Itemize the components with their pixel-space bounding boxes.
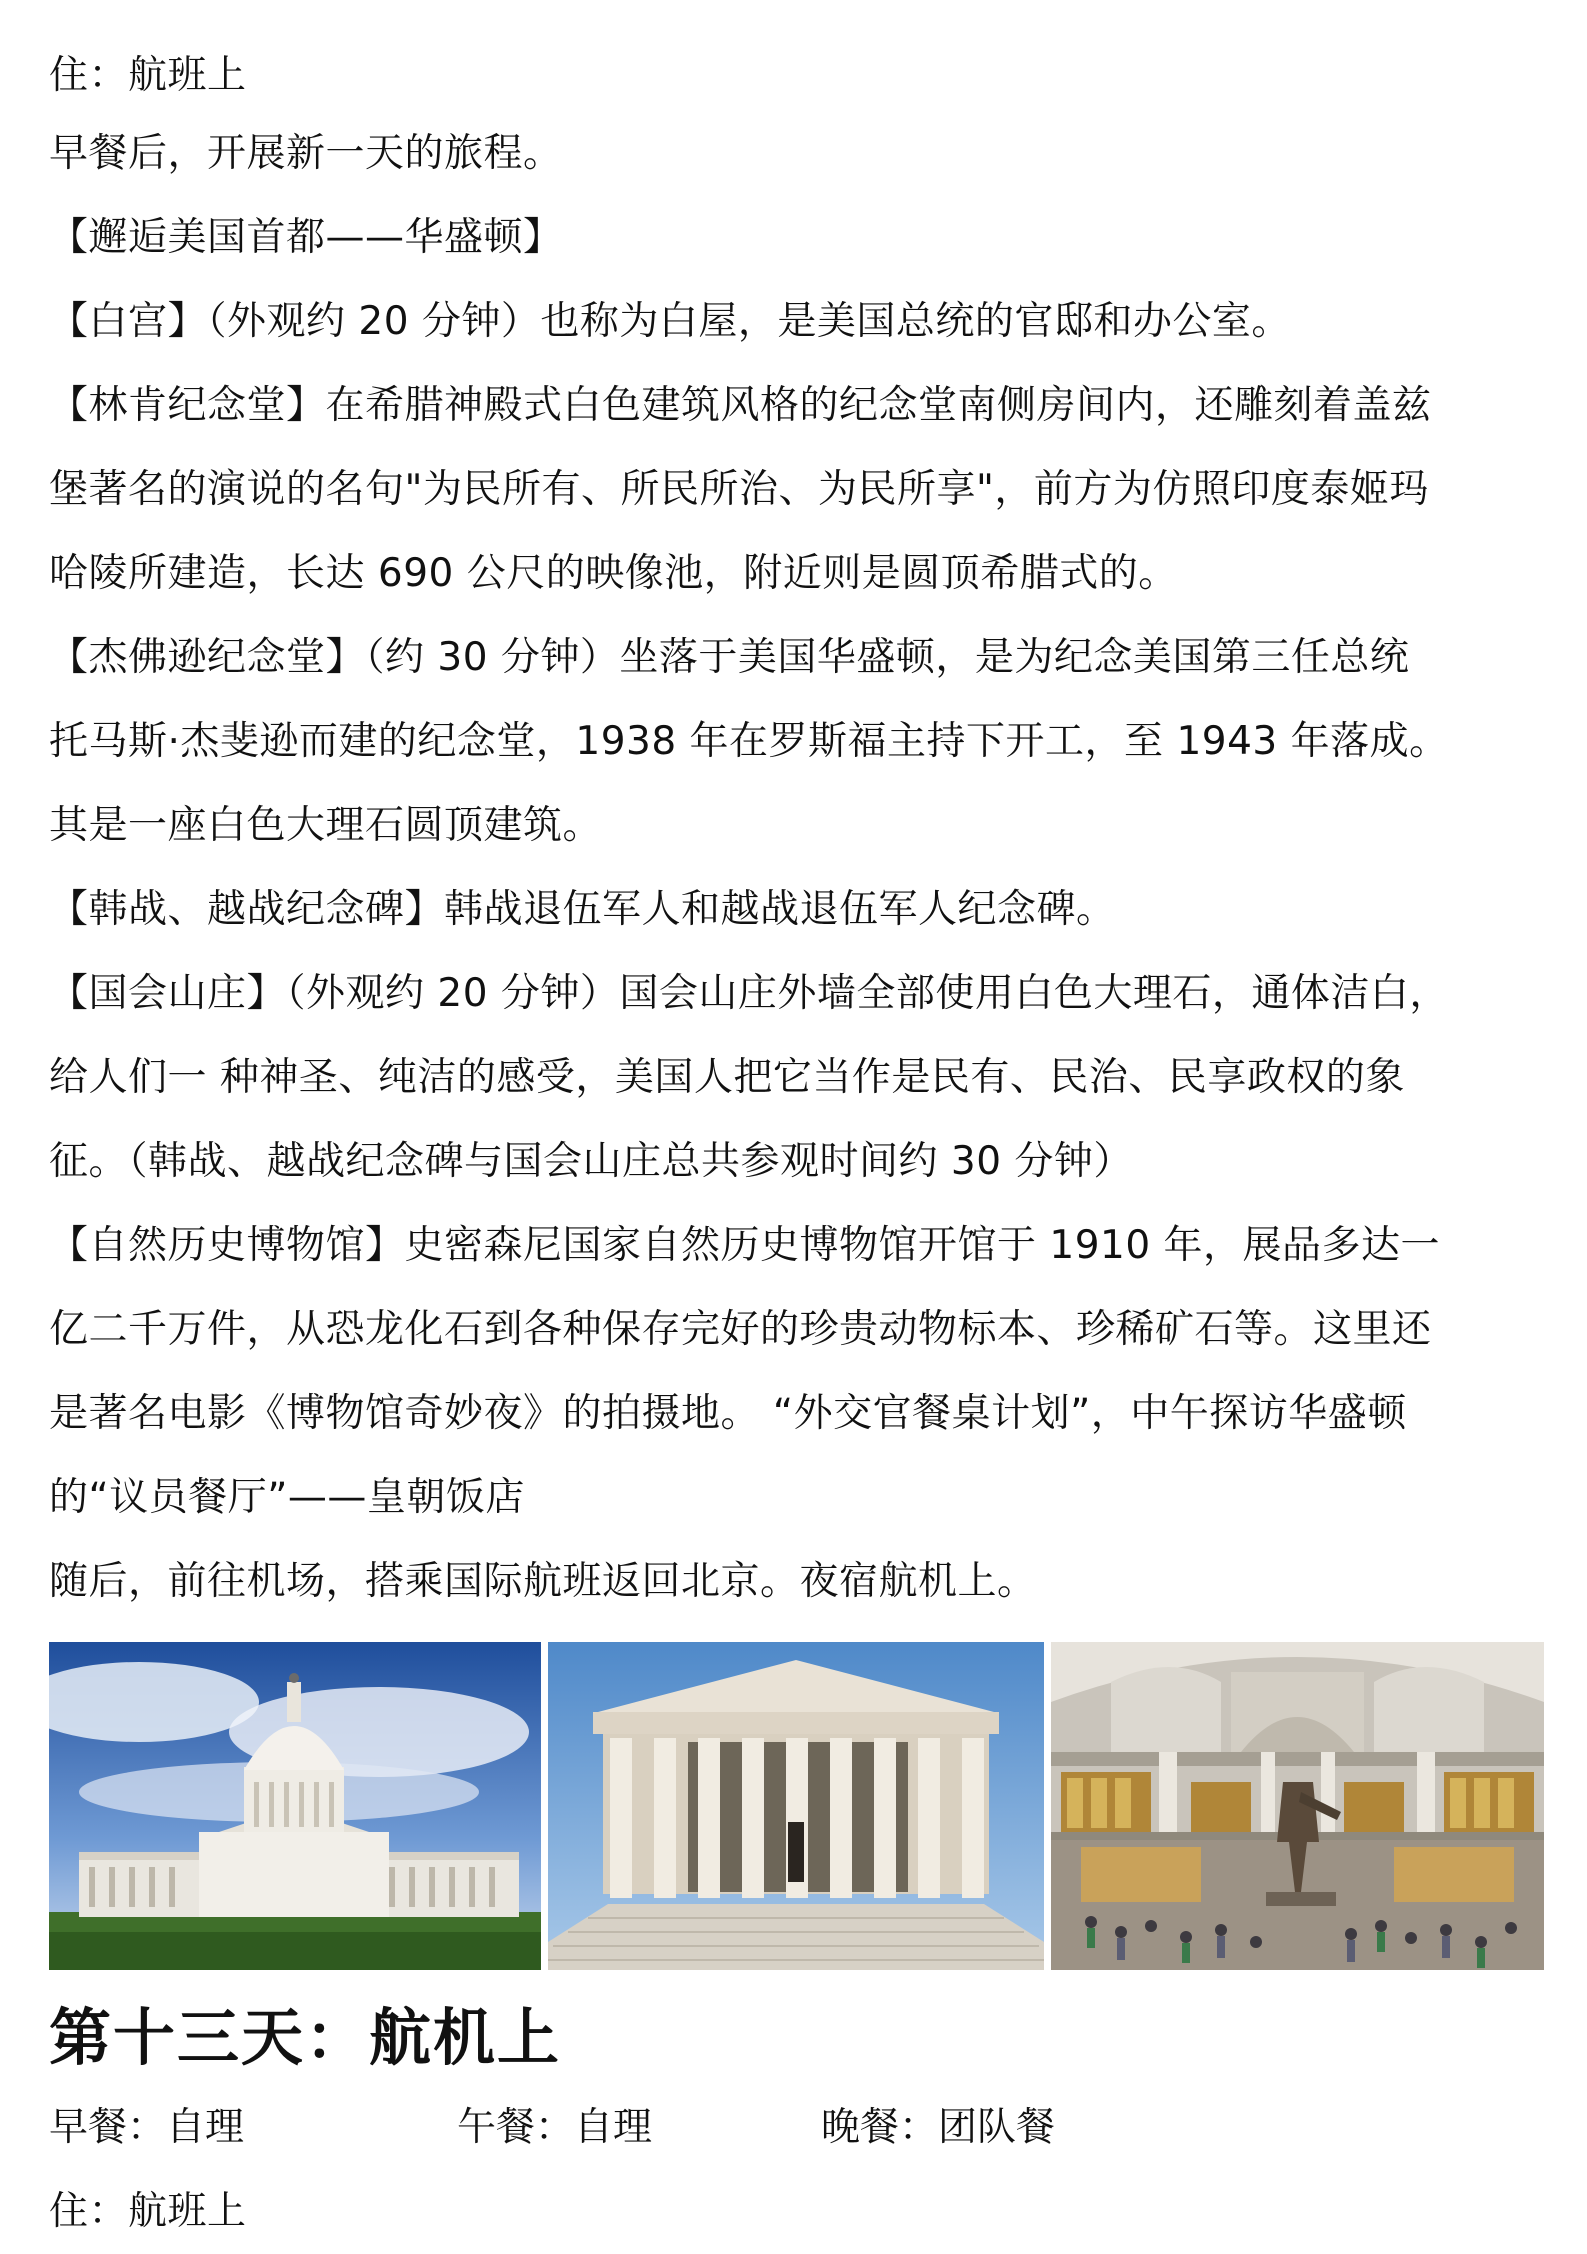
paragraph-line: 随后，前往机场，搭乘国际航班返回北京。夜宿航机上。 [49,1559,1037,1604]
paragraph-line: 【杰佛逊纪念堂】（约 30 分钟）坐落于美国华盛顿，是为纪念美国第三任总统 [49,635,1410,680]
natural-history-museum-photo [1051,1642,1544,1970]
section-heading: 【邂逅美国首都——华盛顿】 [49,215,563,260]
paragraph-line: 早餐后，开展新一天的旅程。 [49,131,563,176]
paragraph-line: 哈陵所建造，长达 690 公尺的映像池，附近则是圆顶希腊式的。 [49,551,1178,596]
paragraph-line: 征。（韩战、越战纪念碑与国会山庄总共参观时间约 30 分钟） [49,1139,1133,1184]
paragraph-line: 【韩战、越战纪念碑】韩战退伍军人和越战退伍军人纪念碑。 [49,887,1116,932]
paragraph-line: 托马斯·杰斐逊而建的纪念堂，1938 年在罗斯福主持下开工，至 1943 年落成。 [49,719,1449,764]
photo-strip [49,1642,1549,1970]
paragraph-line: 其是一座白色大理石圆顶建筑。 [49,803,603,848]
day12-text [49,40,1549,1624]
jefferson-memorial-photo [548,1642,1044,1970]
paragraph-line: 【国会山庄】（外观约 20 分钟）国会山庄外墙全部使用白色大理石，通体洁白， [49,971,1449,1016]
itinerary-page [49,40,1549,2254]
meals-row [49,2086,1549,2170]
paragraph-line: 给人们一 种神圣、纯洁的感受，美国人把它当作是民有、民治、民享政权的象 [49,1055,1405,1100]
dinner-label: 晚餐：团队餐 [821,2105,1056,2150]
paragraph-line: 【白宫】（外观约 20 分钟）也称为白屋，是美国总统的官邸和办公室。 [49,299,1291,344]
day13-title: 第十三天：航机上 [49,2001,562,2074]
breakfast-label: 早餐：自理 [49,2105,245,2150]
paragraph-line: 的“议员餐厅”——皇朝饭店 [49,1475,525,1520]
paragraph-line: 【林肯纪念堂】在希腊神殿式白色建筑风格的纪念堂南侧房间内，还雕刻着盖兹 [49,383,1432,428]
paragraph-line: 【自然历史博物馆】史密森尼国家自然历史博物馆开馆于 1910 年，展品多达一 [49,1223,1441,1268]
lodging-line: 住：航班上 [49,53,247,98]
paragraph-line: 亿二千万件，从恐龙化石到各种保存完好的珍贵动物标本、珍稀矿石等。这里还 [49,1307,1432,1352]
lunch-label: 午餐：自理 [457,2105,653,2150]
paragraph-line: 堡著名的演说的名句"为民所有、所民所治、为民所享"，前方为仿照印度泰姬玛 [49,467,1429,512]
capitol-photo [49,1642,541,1970]
lodging-line: 住：航班上 [49,2189,247,2234]
paragraph-line: 是著名电影《博物馆奇妙夜》的拍摄地。 “外交官餐桌计划”，中午探访华盛顿 [49,1391,1407,1436]
